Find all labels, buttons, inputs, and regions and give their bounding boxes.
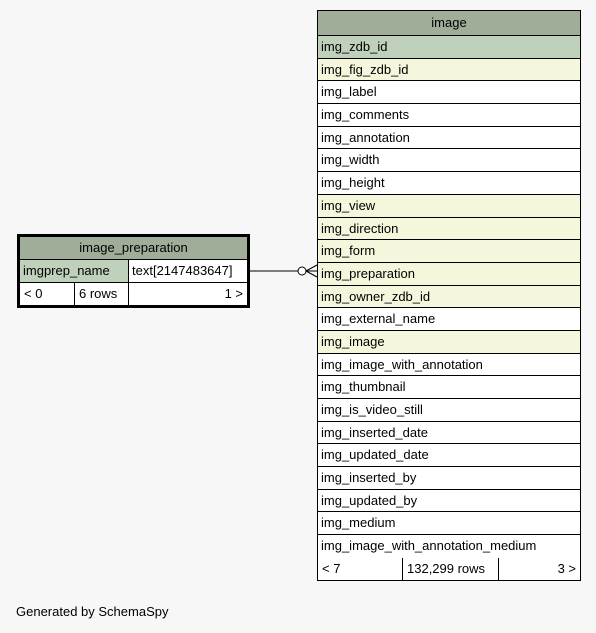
crowfoot-upper (306, 265, 317, 271)
column-row[interactable]: img_thumbnail (318, 376, 580, 399)
children-count[interactable]: 3 > (498, 558, 580, 580)
parents-count[interactable]: < 0 (24, 286, 43, 301)
row-count: 132,299 rows (402, 558, 498, 580)
column-row[interactable]: img_inserted_by (318, 467, 580, 490)
column-row[interactable]: img_fig_zdb_id (318, 59, 580, 82)
table-title[interactable]: image (318, 11, 580, 36)
column-row[interactable]: img_image_with_annotation_medium (318, 535, 580, 558)
table-title[interactable]: image_preparation (20, 237, 247, 260)
column-row[interactable]: img_medium (318, 512, 580, 535)
zero-or-many-circle (298, 267, 306, 275)
row-count: 6 rows (74, 283, 128, 305)
column-row[interactable]: img_is_video_still (318, 399, 580, 422)
column-row[interactable]: img_external_name (318, 308, 580, 331)
column-row[interactable]: img_comments (318, 104, 580, 127)
column-type: text[2147483647] (128, 260, 247, 282)
crowfoot-lower (306, 271, 317, 277)
column-name: imgprep_name (20, 260, 128, 282)
generated-by-credit: Generated by SchemaSpy (16, 604, 169, 619)
column-row[interactable]: img_label (318, 81, 580, 104)
column-row[interactable]: img_view (318, 195, 580, 218)
column-row[interactable]: img_image_with_annotation (318, 354, 580, 377)
column-row[interactable]: img_owner_zdb_id (318, 286, 580, 309)
column-row[interactable]: img_direction (318, 218, 580, 241)
column-row[interactable]: img_zdb_id (318, 36, 580, 59)
column-row[interactable]: img_width (318, 149, 580, 172)
column-row[interactable]: img_inserted_date (318, 422, 580, 445)
column-row[interactable]: img_annotation (318, 127, 580, 150)
column-row[interactable]: img_preparation (318, 263, 580, 286)
column-row[interactable]: img_image (318, 331, 580, 354)
column-row[interactable]: img_form (318, 240, 580, 263)
column-row[interactable]: img_updated_date (318, 444, 580, 467)
column-row[interactable]: img_updated_by (318, 490, 580, 513)
children-count[interactable]: 1 > (128, 283, 247, 305)
column-row[interactable]: img_height (318, 172, 580, 195)
parents-count[interactable]: < 7 (322, 560, 341, 576)
